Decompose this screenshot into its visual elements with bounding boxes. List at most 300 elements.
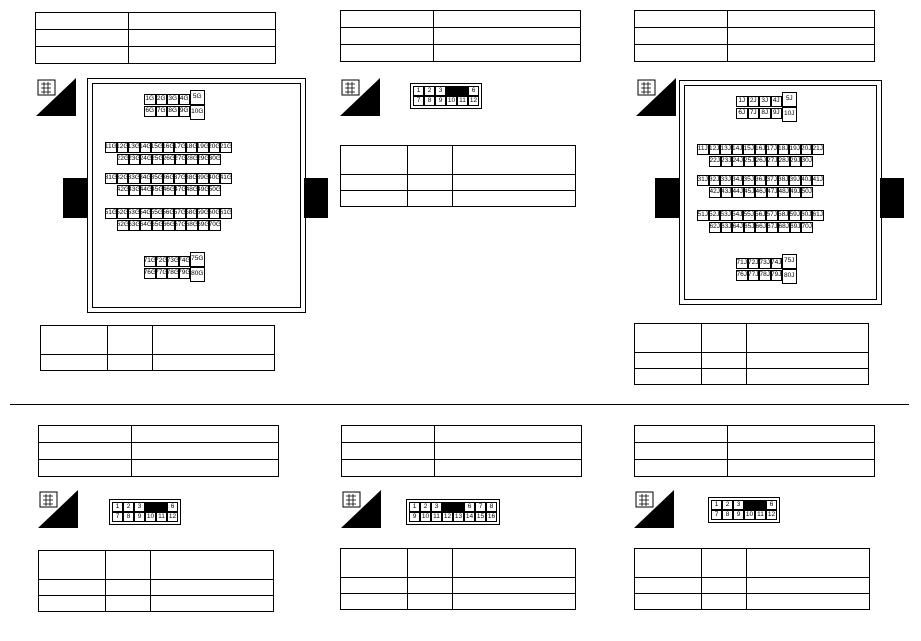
signal-row: [635, 369, 869, 385]
pin-cell: 19J: [789, 144, 801, 155]
wire-color-header: [408, 549, 453, 578]
pin-cell: 52J: [709, 210, 721, 221]
pin-cell: 37G: [174, 173, 186, 184]
signal-header-row: [341, 146, 576, 175]
pin-cell: 45G: [152, 185, 164, 196]
pin-cell: 27G: [175, 154, 187, 165]
hs-icon: [36, 78, 76, 116]
pin-cell: 10J: [782, 107, 797, 122]
info-row: [635, 28, 875, 45]
pin-cell: 7J: [748, 108, 760, 119]
info-label: [341, 28, 434, 45]
hs-icon: [341, 490, 381, 528]
pin-cell: 4G: [179, 94, 191, 105]
info-value: [728, 443, 875, 460]
pin-cell: 8G: [167, 106, 179, 117]
pin-cell: 7: [711, 510, 722, 520]
terminal-no: [635, 578, 702, 594]
pin-cell: 9: [409, 512, 420, 522]
pin-cell: 10G: [190, 105, 205, 120]
pin-cell: 79G: [179, 268, 191, 279]
pin-cell: 71G: [144, 256, 156, 267]
info-row: [36, 30, 276, 47]
terminal-no: [341, 175, 408, 191]
pin-cell: 7G: [156, 106, 168, 117]
signal-header-row: [39, 551, 274, 580]
connector-face: [109, 499, 181, 525]
pin-cell: 20G: [209, 142, 221, 153]
pin-cell: 11: [156, 512, 167, 522]
pin-cell: 10: [744, 510, 755, 520]
info-value: [129, 30, 276, 47]
pin-cell: 17J: [766, 144, 778, 155]
info-row: [39, 443, 279, 460]
pin-cell: 15J: [743, 144, 755, 155]
wire-color-header: [408, 146, 453, 175]
pin-cell: 58G: [186, 208, 198, 219]
pin-cell: 60J: [801, 210, 813, 221]
pin-cell: 19G: [197, 142, 209, 153]
pin-cell: 25J: [744, 156, 756, 167]
info-label: [342, 460, 435, 477]
pin-cell: 1J: [736, 96, 748, 107]
info-row: [342, 443, 582, 460]
pin-cell: 35G: [151, 173, 163, 184]
connector-info-table: [341, 425, 582, 477]
pin-cell: 33J: [720, 175, 732, 186]
info-row: [341, 28, 581, 45]
pin-cell: 3J: [759, 96, 771, 107]
info-label: [341, 11, 434, 28]
hs-icon: [340, 78, 380, 116]
pin-cell: 8J: [759, 108, 771, 119]
pin-cell: 2: [424, 86, 435, 96]
pin-cell: 69J: [790, 222, 802, 233]
pin-cell: 15G: [151, 142, 163, 153]
pin-cell: 54G: [140, 208, 152, 219]
connector-face: [410, 83, 482, 109]
pin-cell: 31G: [105, 173, 117, 184]
wire-color-header: [108, 326, 153, 355]
pin-cell: 74G: [179, 256, 191, 267]
pin-cell: 72J: [748, 258, 760, 269]
info-label: [635, 28, 728, 45]
terminal-header: [635, 324, 702, 353]
pin-cell: 62G: [117, 220, 129, 231]
signal-name: [453, 175, 576, 191]
signal-row: [341, 594, 576, 610]
pin-cell: 78G: [167, 268, 179, 279]
info-row: [36, 13, 276, 30]
pin-cell: 78J: [759, 270, 771, 281]
signal-name-header: [747, 549, 870, 578]
pin-cell: 72G: [156, 256, 168, 267]
info-value: [435, 443, 582, 460]
info-row: [635, 443, 875, 460]
terminal-header: [41, 326, 108, 355]
pin-cell: 61J: [812, 210, 824, 221]
signal-header-row: [41, 326, 275, 355]
connector-info-table: [38, 425, 279, 477]
info-label: [635, 45, 728, 62]
signal-name-header: [151, 551, 274, 580]
pin-cell: 47J: [767, 187, 779, 198]
pin-cell: 13G: [128, 142, 140, 153]
pin-cell: 51G: [105, 208, 117, 219]
connector-info-table: [634, 10, 875, 62]
signal-name: [747, 594, 870, 610]
pin-cell: 77G: [156, 268, 168, 279]
terminal-header: [341, 549, 408, 578]
wire-color: [702, 578, 747, 594]
info-row: [39, 460, 279, 477]
pin-cell: 13J: [720, 144, 732, 155]
info-value: [132, 426, 279, 443]
signal-name: [453, 594, 576, 610]
pin-cell: 71J: [736, 258, 748, 269]
pin-cell: 1G: [144, 94, 156, 105]
pin-cell: 49G: [198, 185, 210, 196]
pin-cell: 8: [486, 502, 497, 512]
info-value: [728, 45, 875, 62]
pin-cell: 12J: [709, 144, 721, 155]
signal-header-row: [341, 549, 576, 578]
pin-cell: 3: [134, 502, 145, 512]
info-value: [728, 460, 875, 477]
pin-cell: 44J: [732, 187, 744, 198]
signal-name: [153, 355, 275, 371]
info-row: [342, 426, 582, 443]
pin-cell: 73J: [759, 258, 771, 269]
pin-cell: 1: [112, 502, 123, 512]
pin-cell: 6G: [144, 106, 156, 117]
pin-cell: 67J: [767, 222, 779, 233]
pin-cell: 43J: [721, 187, 733, 198]
signal-table: [40, 325, 275, 371]
pin-cell: 56G: [163, 208, 175, 219]
signal-name: [453, 578, 576, 594]
pin-cell: 57G: [174, 208, 186, 219]
pin-cell: 80J: [782, 269, 797, 284]
pin-cell: 29J: [790, 156, 802, 167]
pin-cell: 60G: [209, 208, 221, 219]
pin-cell: 76J: [736, 270, 748, 281]
pin-cell: 5G: [190, 90, 205, 105]
connector-face: [406, 499, 500, 525]
info-value: [728, 426, 875, 443]
pin-cell: 32J: [709, 175, 721, 186]
signal-table: [340, 548, 576, 610]
pin-cell: 14: [464, 512, 475, 522]
pin-cell: 33G: [128, 173, 140, 184]
terminal-no: [39, 596, 106, 612]
pin-cell: 26G: [163, 154, 175, 165]
pin-cell: 16J: [755, 144, 767, 155]
info-label: [635, 11, 728, 28]
pin-cell: 30G: [209, 154, 221, 165]
pin-cell: 70G: [209, 220, 221, 231]
pin-cell: 57J: [766, 210, 778, 221]
info-label: [39, 460, 132, 477]
signal-row: [341, 175, 576, 191]
pin-cell: 9J: [771, 108, 783, 119]
pin-cell: 66G: [163, 220, 175, 231]
pin-cell: 4J: [771, 96, 783, 107]
pin-cell: 7: [112, 512, 123, 522]
pin-cell: 38G: [186, 173, 198, 184]
pin-cell: 38J: [778, 175, 790, 186]
signal-table: [634, 323, 869, 385]
info-row: [341, 11, 581, 28]
pin-cell: 2: [722, 500, 733, 510]
signal-row: [41, 355, 275, 371]
pin-cell: [442, 502, 464, 512]
pin-cell: 7: [475, 502, 486, 512]
pin-cell: 24J: [732, 156, 744, 167]
pin-cell: 47G: [175, 185, 187, 196]
pin-cell: 74J: [771, 258, 783, 269]
signal-name-header: [453, 549, 576, 578]
signal-name-header: [153, 326, 275, 355]
pin-cell: 50G: [209, 185, 221, 196]
pin-cell: 48G: [186, 185, 198, 196]
info-row: [341, 45, 581, 62]
pin-cell: 16G: [163, 142, 175, 153]
info-label: [635, 443, 728, 460]
wire-color: [702, 594, 747, 610]
pin-cell: 65G: [152, 220, 164, 231]
pin-cell: 8: [123, 512, 134, 522]
pin-cell: 64J: [732, 222, 744, 233]
signal-name-header: [453, 146, 576, 175]
pin-cell: 23J: [721, 156, 733, 167]
signal-row: [341, 578, 576, 594]
info-value: [129, 47, 276, 64]
terminal-header: [39, 551, 106, 580]
wire-color: [702, 353, 747, 369]
pin-cell: 13: [453, 512, 464, 522]
pin-cell: 34G: [140, 173, 152, 184]
signal-name: [151, 580, 274, 596]
pin-cell: 2: [420, 502, 431, 512]
pin-cell: 3: [435, 86, 446, 96]
pin-cell: 11: [431, 512, 442, 522]
pin-cell: 65J: [744, 222, 756, 233]
pin-cell: 42J: [709, 187, 721, 198]
pin-cell: 2G: [156, 94, 168, 105]
connector-info-table: [634, 425, 875, 477]
pin-cell: 22G: [117, 154, 129, 165]
pin-cell: 23G: [129, 154, 141, 165]
pin-cell: 1: [711, 500, 722, 510]
pin-cell: 59J: [789, 210, 801, 221]
pin-cell: 53J: [720, 210, 732, 221]
pin-cell: 56J: [755, 210, 767, 221]
info-row: [635, 45, 875, 62]
pin-cell: 18J: [778, 144, 790, 155]
pin-cell: 43G: [129, 185, 141, 196]
pin-cell: 12: [468, 96, 479, 106]
pin-cell: 27J: [767, 156, 779, 167]
pin-cell: 73G: [167, 256, 179, 267]
pin-cell: 62J: [709, 222, 721, 233]
pin-cell: 17G: [174, 142, 186, 153]
hs-icon: [634, 490, 674, 528]
wire-color: [106, 596, 151, 612]
pin-cell: 29G: [198, 154, 210, 165]
pin-cell: 37J: [766, 175, 778, 186]
pin-cell: 70J: [801, 222, 813, 233]
connector-face: [708, 497, 780, 523]
pin-cell: 14J: [732, 144, 744, 155]
pin-cell: 77J: [748, 270, 760, 281]
pin-cell: 12: [766, 510, 777, 520]
pin-cell: 76G: [144, 268, 156, 279]
pin-cell: 9G: [179, 106, 191, 117]
info-label: [342, 426, 435, 443]
pin-cell: 10: [446, 96, 457, 106]
pin-cell: 75G: [190, 252, 205, 267]
signal-name: [151, 596, 274, 612]
pin-cell: 35J: [743, 175, 755, 186]
lock-tab: [655, 178, 679, 218]
signal-row: [39, 596, 274, 612]
section-divider: [10, 404, 909, 405]
pin-cell: 7: [413, 96, 424, 106]
pin-cell: 21G: [220, 142, 232, 153]
pin-cell: 8: [424, 96, 435, 106]
pin-cell: 31J: [697, 175, 709, 186]
pin-cell: 41J: [812, 175, 824, 186]
pin-cell: 3G: [167, 94, 179, 105]
pin-cell: 39J: [789, 175, 801, 186]
pin-cell: 24G: [140, 154, 152, 165]
pin-cell: 34J: [732, 175, 744, 186]
info-row: [635, 426, 875, 443]
pin-cell: 80G: [190, 267, 205, 282]
connector-info-table: [35, 12, 276, 64]
pin-cell: 40G: [209, 173, 221, 184]
pin-cell: 5J: [782, 92, 797, 107]
pin-cell: 63G: [129, 220, 141, 231]
info-label: [635, 426, 728, 443]
pin-cell: 9: [134, 512, 145, 522]
pin-cell: 75J: [782, 254, 797, 269]
terminal-header: [341, 146, 408, 175]
signal-row: [635, 353, 869, 369]
pin-cell: 68J: [778, 222, 790, 233]
pin-cell: 6: [167, 502, 178, 512]
pin-cell: 6: [766, 500, 777, 510]
pin-cell: 52G: [117, 208, 129, 219]
signal-table: [340, 145, 576, 207]
signal-name: [747, 369, 869, 385]
pin-cell: 53G: [128, 208, 140, 219]
pin-cell: 25G: [152, 154, 164, 165]
info-value: [132, 443, 279, 460]
lock-tab: [880, 178, 904, 218]
signal-table: [38, 550, 274, 612]
signal-name: [747, 578, 870, 594]
info-row: [36, 47, 276, 64]
pin-cell: 50J: [801, 187, 813, 198]
signal-name: [453, 191, 576, 207]
info-row: [635, 11, 875, 28]
info-label: [36, 47, 129, 64]
lock-tab: [304, 178, 328, 218]
pin-cell: 64G: [140, 220, 152, 231]
terminal-no: [39, 580, 106, 596]
terminal-no: [341, 578, 408, 594]
pin-cell: 6J: [736, 108, 748, 119]
pin-cell: 61G: [220, 208, 232, 219]
pin-cell: 12: [442, 512, 453, 522]
signal-header-row: [635, 549, 870, 578]
info-value: [129, 13, 276, 30]
signal-name: [747, 353, 869, 369]
pin-cell: 2J: [748, 96, 760, 107]
pin-cell: 28G: [186, 154, 198, 165]
signal-header-row: [635, 324, 869, 353]
pin-cell: 1: [413, 86, 424, 96]
pin-cell: 10: [420, 512, 431, 522]
wire-color: [702, 369, 747, 385]
info-row: [39, 426, 279, 443]
pin-cell: 11G: [105, 142, 117, 153]
info-value: [728, 11, 875, 28]
pin-cell: 12: [167, 512, 178, 522]
info-row: [635, 460, 875, 477]
info-value: [728, 28, 875, 45]
info-label: [342, 443, 435, 460]
wire-color-header: [702, 549, 747, 578]
info-row: [342, 460, 582, 477]
wire-color: [108, 355, 153, 371]
pin-cell: 40J: [801, 175, 813, 186]
pin-cell: 32G: [117, 173, 129, 184]
pin-cell: 9: [733, 510, 744, 520]
hs-icon: [38, 490, 78, 528]
pin-cell: 59G: [197, 208, 209, 219]
info-label: [341, 45, 434, 62]
connector-info-table: [340, 10, 581, 62]
hs-icon: [636, 78, 676, 116]
signal-row: [39, 580, 274, 596]
pin-cell: 46J: [755, 187, 767, 198]
info-value: [435, 460, 582, 477]
pin-cell: 22J: [709, 156, 721, 167]
wire-color: [408, 175, 453, 191]
signal-name-header: [747, 324, 869, 353]
pin-cell: 58J: [778, 210, 790, 221]
info-value: [435, 426, 582, 443]
terminal-no: [635, 369, 702, 385]
pin-cell: 54J: [732, 210, 744, 221]
pin-cell: 42G: [117, 185, 129, 196]
pin-cell: 18G: [186, 142, 198, 153]
pin-cell: 49J: [790, 187, 802, 198]
pin-cell: 10: [145, 512, 156, 522]
signal-table: [634, 548, 870, 610]
pin-cell: 55G: [151, 208, 163, 219]
info-label: [39, 426, 132, 443]
terminal-no: [635, 353, 702, 369]
pin-cell: 67G: [175, 220, 187, 231]
pin-cell: 30J: [801, 156, 813, 167]
pin-cell: 68G: [186, 220, 198, 231]
pin-cell: 3: [733, 500, 744, 510]
pin-cell: 36J: [755, 175, 767, 186]
